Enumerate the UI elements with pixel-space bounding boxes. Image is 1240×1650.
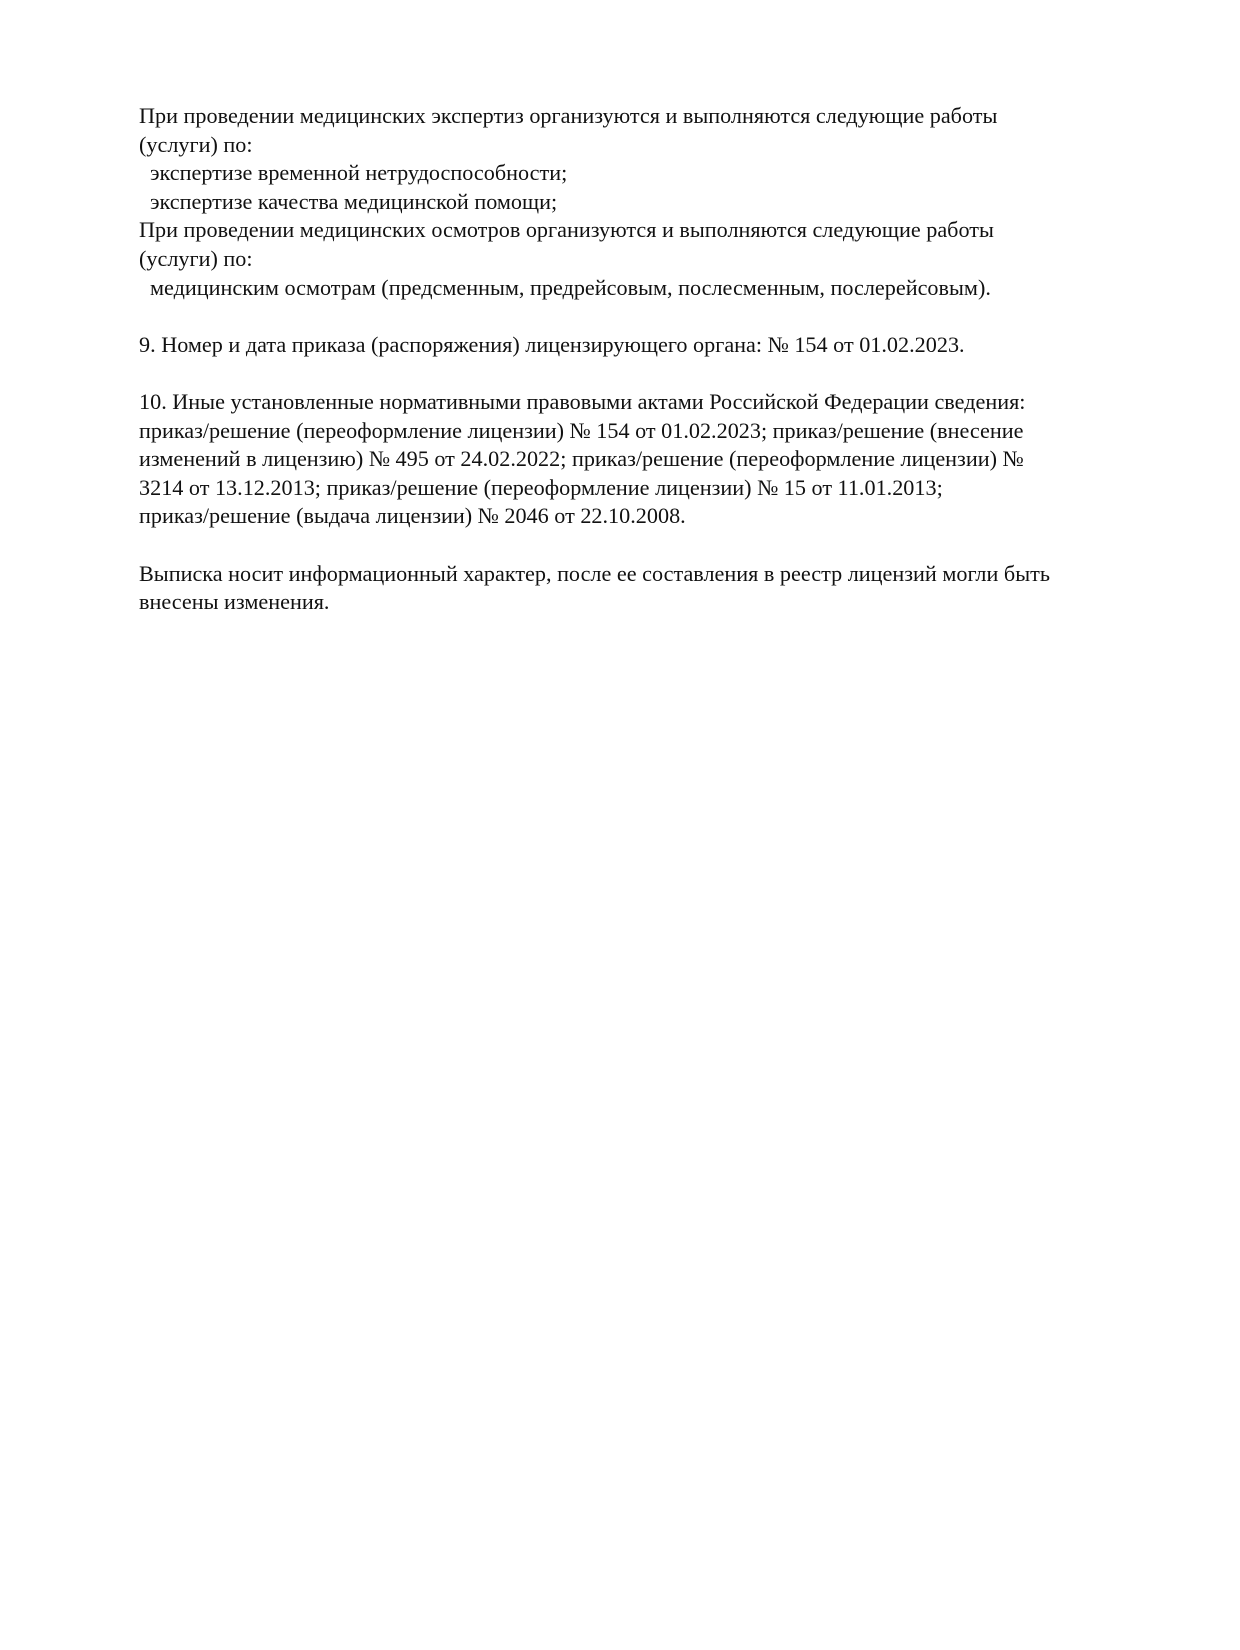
exams-section (139, 216, 1129, 302)
expertise-intro-line-2: (услуги) по: (139, 131, 253, 157)
paragraph-gap (139, 531, 1129, 560)
expertise-item: экспертизе временной нетрудоспособности; (150, 160, 568, 186)
paragraph-gap (139, 359, 1129, 388)
section-10-line: приказ/решение (выдача лицензии) № 2046 от 22.10.2008. (139, 503, 686, 529)
disclaimer-line: внесены изменения. (139, 589, 330, 615)
exams-item: медицинским осмотрам (предсменным, предрейсовым, послесменным, послерейсовым). (150, 274, 991, 300)
section-10-line: 3214 от 13.12.2013; приказ/решение (переоформление лицензии) № 15 от 11.01.2013; (139, 474, 943, 500)
section-10-line: 10. Иные установленные нормативными правовыми актами Российской Федерации сведения: (139, 388, 1026, 414)
expertise-section (139, 102, 1129, 216)
expertise-item: экспертизе качества медицинской помощи; (150, 188, 558, 214)
section-9-text: 9. Номер и дата приказа (распоряжения) лицензирующего органа: № 154 от 01.02.2023. (139, 331, 965, 357)
document-page (139, 102, 1129, 617)
expertise-intro-line-1: При проведении медицинских экспертиз организуются и выполняются следующие работы (139, 103, 998, 128)
section-10-line: изменений в лицензию) № 495 от 24.02.2022; приказ/решение (переоформление лицензии) № (139, 446, 1024, 472)
section-10-line: приказ/решение (переоформление лицензии) № 154 от 01.02.2023; приказ/решение (внесение (139, 417, 1024, 443)
section-9 (139, 331, 1129, 360)
disclaimer-line: Выписка носит информационный характер, после ее составления в реестр лицензий могли быть (139, 560, 1050, 586)
exams-intro-line-1: При проведении медицинских осмотров организуются и выполняются следующие работы (139, 217, 994, 243)
paragraph-gap (139, 302, 1129, 331)
section-10 (139, 388, 1129, 531)
exams-intro-line-2: (услуги) по: (139, 245, 253, 271)
disclaimer (139, 560, 1129, 617)
